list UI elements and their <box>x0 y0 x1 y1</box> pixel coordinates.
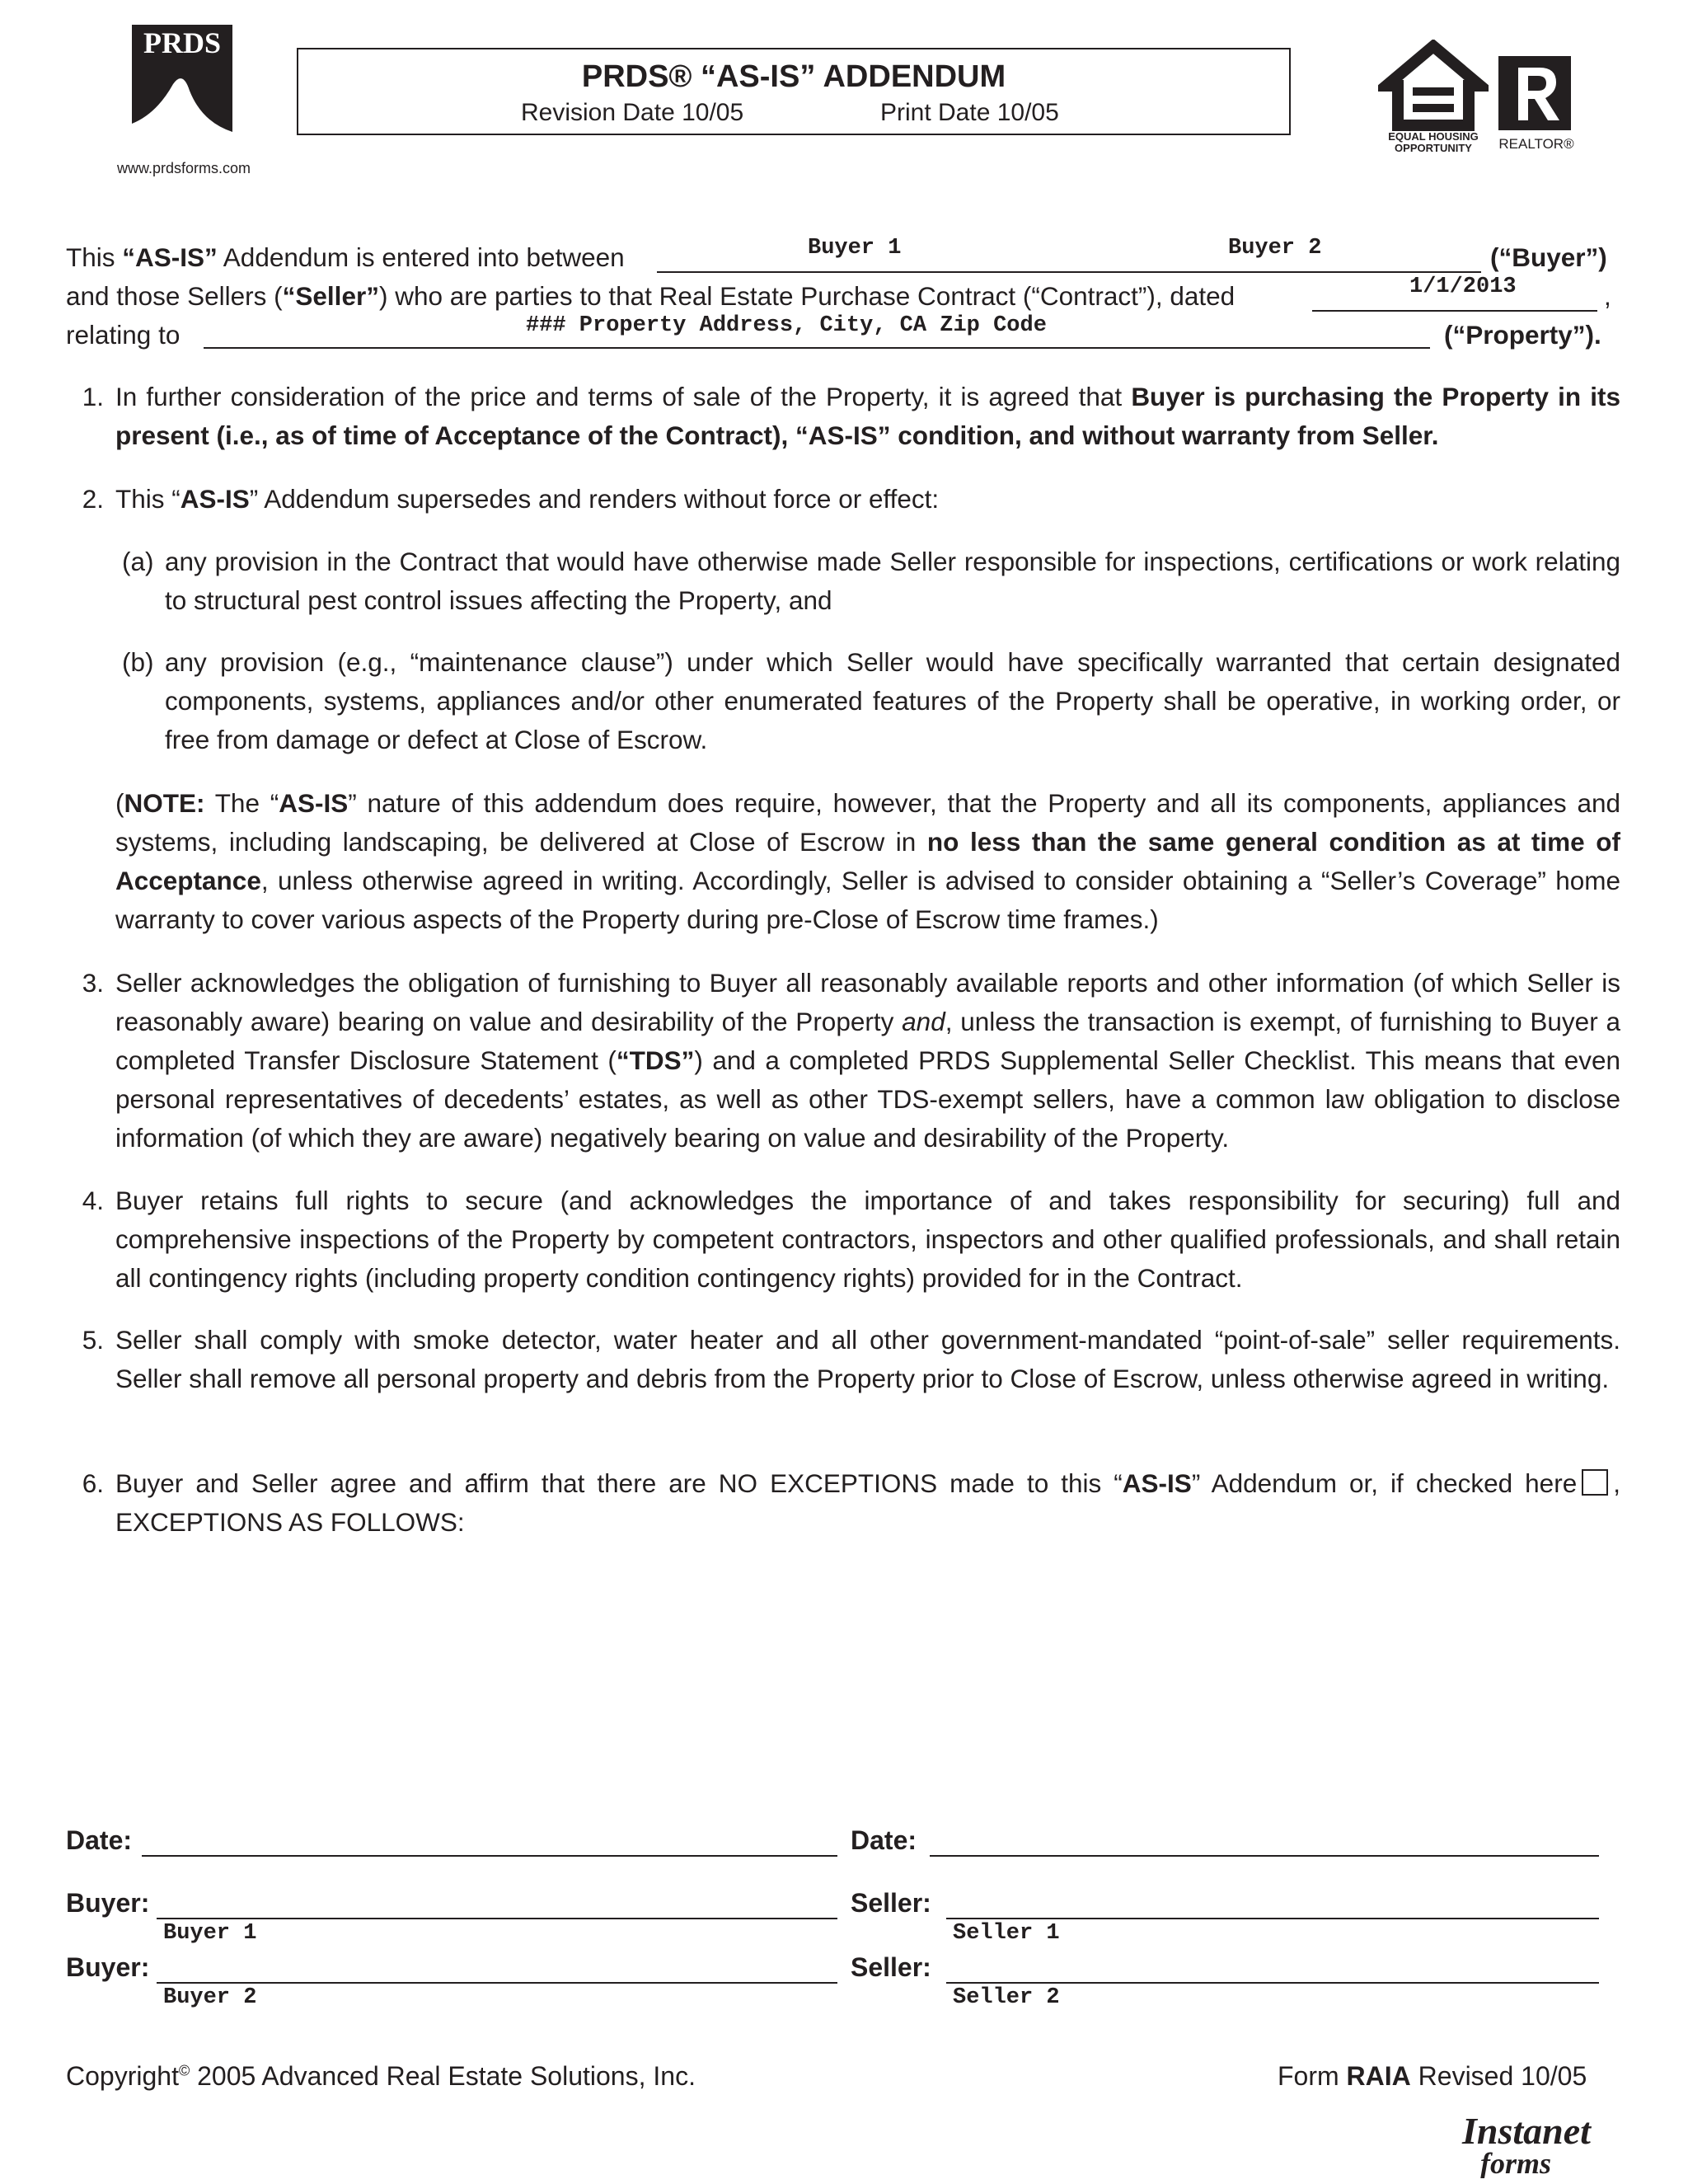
buyer2-signature-field[interactable] <box>157 1982 837 1984</box>
date-field-left[interactable] <box>142 1855 837 1857</box>
buyer-term: (“Buyer”) <box>1490 242 1607 272</box>
seller1-name: Seller 1 <box>953 1921 1060 1946</box>
equal-housing-icon <box>1378 40 1489 155</box>
instanet-logo <box>1452 2107 1617 2178</box>
copyright: Copyright© 2005 Advanced Real Estate Solutions, Inc. <box>66 2061 696 2091</box>
clause-2b-label: (b) <box>122 647 154 677</box>
realtor-label: REALTOR® <box>1498 136 1574 152</box>
buyer1-fill: Buyer 1 <box>808 236 902 261</box>
title-box <box>297 48 1291 135</box>
clause-4-number: 4. <box>82 1186 104 1215</box>
logo-url: www.prdsforms.com <box>116 160 251 176</box>
property-term: (“Property”). <box>1444 320 1601 350</box>
clause-2-number: 2. <box>82 484 104 514</box>
instanet-line2: forms <box>1480 2147 1552 2178</box>
clause-1: In further consideration of the price and terms of sale of the Property, it is agreed that Buyer is purchasing the Property in its present (i.e., as of time of Acceptance of the Contract), “AS-IS” condition, and without warranty from Seller. <box>115 382 1620 450</box>
eho-line2: OPPORTUNITY <box>1395 142 1472 154</box>
clause-2a-label: (a) <box>122 547 154 576</box>
date-field-right[interactable] <box>930 1855 1599 1857</box>
buyer1-name: Buyer 1 <box>163 1921 257 1946</box>
clause-1-number: 1. <box>82 382 104 411</box>
eho-line1: EQUAL HOUSING <box>1388 130 1479 143</box>
clause-6-number: 6. <box>82 1468 104 1498</box>
contract-date-fill: 1/1/2013 <box>1409 275 1517 299</box>
exceptions-checkbox[interactable] <box>1582 1469 1608 1496</box>
buyer2-name: Buyer 2 <box>163 1985 257 2010</box>
clause-3: Seller acknowledges the obligation of furnishing to Buyer all reasonably available reports and other information (of which Seller is reasonably aware) bearing on value and desirability of the Property and, unless the transaction is exempt, of furnishing to Buyer a completed Transfer Disclosure Statement (“TDS”) and a completed PRDS Supplemental Seller Checklist. This means that even personal representatives of decedents’ estates, as well as other TDS-exempt sellers, have a common law obligation to disclose information (of which they are aware) negatively bearing on value and desirability of the Property. <box>115 968 1620 1153</box>
note-paragraph: (NOTE: The “AS-IS” nature of this addendum does require, however, that the Property and all its components, appliances and systems, including landscaping, be delivered at Close of Escrow in no less than the same general condition as at time of Acceptance, unless otherwise agreed in writing. Accordingly, Seller is advised to consider obtaining a “Seller’s Coverage” home warranty to cover various aspects of the Property during pre-Close of Escrow time frames.) <box>115 788 1620 934</box>
buyer1-signature-field[interactable] <box>157 1918 837 1919</box>
revision-date: Revision Date 10/05 <box>521 99 744 126</box>
seller-label-1: Seller: <box>851 1888 931 1918</box>
property-fill: ### Property Address, City, CA Zip Code <box>526 313 1047 338</box>
clause-2b: any provision (e.g., “maintenance clause”) under which Seller would have specifically warranted that certain designated components, systems, appliances and/or other enumerated features of the Property shall be operative, in working order, or free from damage or defect at Close of Escrow. <box>165 647 1620 754</box>
seller2-signature-field[interactable] <box>946 1982 1599 1984</box>
date-label-left: Date: <box>66 1825 133 1855</box>
property-field[interactable] <box>204 347 1430 349</box>
instanet-line1: Instanet <box>1462 2110 1591 2152</box>
buyer2-fill: Buyer 2 <box>1228 236 1322 261</box>
seller1-signature-field[interactable] <box>946 1918 1599 1919</box>
logo-text: PRDS <box>143 26 222 59</box>
intro-line1: This “AS-IS” Addendum is entered into between <box>66 242 625 272</box>
intro-line2: and those Sellers (“Seller”) who are parties to that Real Estate Purchase Contract (“Contract”), dated <box>66 281 1236 311</box>
seller-label-2: Seller: <box>851 1952 931 1982</box>
clause-4: Buyer retains full rights to secure (and acknowledges the importance of and takes responsibility for securing) full and comprehensive inspections of the Property by competent contractors, inspectors and other qualified professionals, and shall retain all contingency rights (including property condition contingency rights) provided for in the Contract. <box>115 1186 1620 1293</box>
clause-2: This “AS-IS” Addendum supersedes and renders without force or effect: <box>115 484 940 514</box>
contract-date-field[interactable] <box>1312 310 1597 312</box>
seller2-name: Seller 2 <box>953 1985 1060 2010</box>
clause-6: Buyer and Seller agree and affirm that there are NO EXCEPTIONS made to this “AS-IS” Addendum or, if checked here , EXCEPTIONS AS FOLLOWS: <box>115 1468 1620 1537</box>
form-title: PRDS® “AS-IS” ADDENDUM <box>581 59 1006 94</box>
clause-5: Seller shall comply with smoke detector, water heater and all other government-mandated “point-of-sale” seller requirements. Seller shall remove all personal property and debris from the Property prior to Close of Escrow, unless otherwise agreed in writing. <box>115 1325 1620 1393</box>
prds-logo <box>132 25 232 157</box>
intro-line3: relating to <box>66 320 181 350</box>
buyer-names-field[interactable] <box>657 271 1481 273</box>
realtor-icon <box>1495 53 1586 155</box>
clause-2a: any provision in the Contract that would have otherwise made Seller responsible for inspections, certifications or work relating to structural pest control issues affecting the Property, and <box>165 547 1620 615</box>
buyer-label-1: Buyer: <box>66 1888 150 1918</box>
print-date: Print Date 10/05 <box>880 99 1059 126</box>
form-id: Form RAIA Revised 10/05 <box>1278 2061 1587 2091</box>
line2-comma: , <box>1604 281 1611 311</box>
clause-5-number: 5. <box>82 1325 104 1355</box>
clause-3-number: 3. <box>82 968 104 998</box>
buyer-label-2: Buyer: <box>66 1952 150 1982</box>
date-label-right: Date: <box>851 1825 917 1855</box>
